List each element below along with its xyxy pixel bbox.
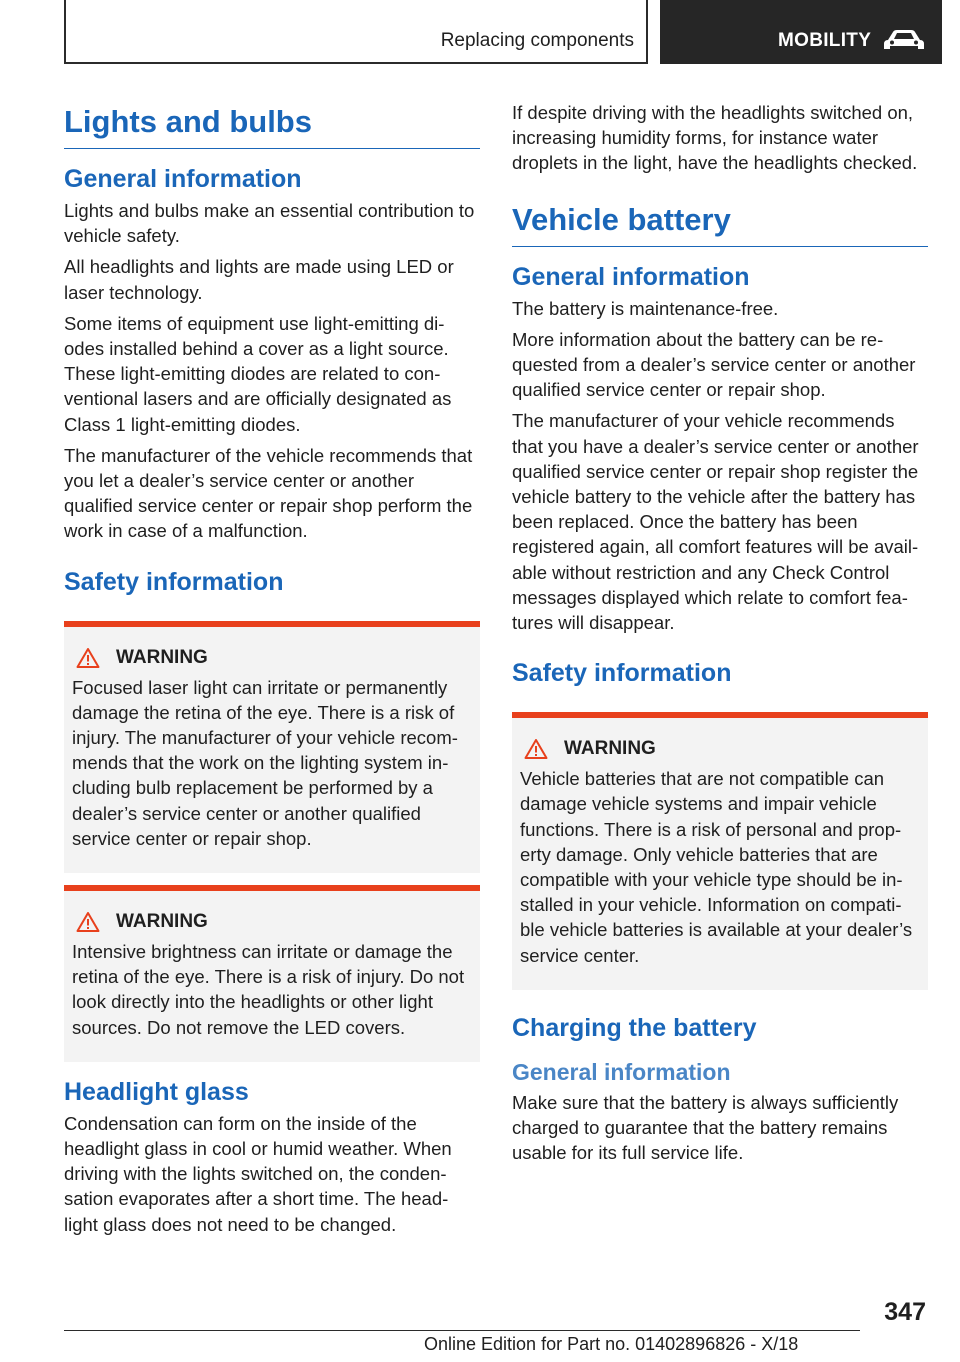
warning-text: Focused laser light can irritate or permanently damage the retina of the eye. There is a risk of injury. The manufacturer of your vehicle recom-mends that the work on the lighting system in-cluding bulb replacement be performed by a dealer’s service center or another qualified service center or repair shop. bbox=[72, 676, 458, 849]
warning-triangle-icon bbox=[524, 738, 548, 760]
warning-header bbox=[72, 647, 472, 669]
heading-general-information: General information bbox=[64, 165, 302, 193]
heading-general-information: General information bbox=[512, 262, 750, 291]
paragraph: The manufacturer of the vehicle recommends that you let a dealer’s service center or another qualified service center or repair shop perform the work in case of a malfunction. bbox=[64, 444, 473, 542]
paragraph: Make sure that the battery is always sufficiently charged to guarantee that the battery remains usable for its full service life. bbox=[512, 1091, 899, 1164]
paragraph: The battery is maintenance-free. bbox=[512, 297, 779, 319]
car-icon bbox=[882, 28, 926, 52]
warning-header bbox=[72, 911, 472, 933]
subheading-general-information: General information bbox=[512, 1058, 731, 1085]
right-column bbox=[512, 100, 928, 1171]
warning-header bbox=[520, 738, 920, 760]
warning-box bbox=[512, 712, 928, 990]
heading-headlight-glass: Headlight glass bbox=[64, 1077, 249, 1106]
header-section-label: MOBILITY bbox=[778, 30, 872, 51]
warning-label: WARNING bbox=[564, 738, 656, 760]
heading-charging-the-battery: Charging the battery bbox=[512, 1013, 757, 1042]
warning-label: WARNING bbox=[116, 646, 208, 668]
header-title-box bbox=[64, 0, 648, 64]
page-number: 347 bbox=[884, 1298, 926, 1326]
paragraph: The manufacturer of your vehicle recommends that you have a dealer’s service center or another qualified service center or repair shop register the vehicle battery to the vehicle after the battery has been replaced. Once the battery has been registered again, all comfort features will be avail-able without restriction and any Check Control messages displayed which relate to comfort fea-tures will disappear. bbox=[512, 410, 919, 634]
heading-safety-information: Safety information bbox=[64, 567, 284, 596]
left-column bbox=[64, 100, 480, 1243]
header-title: Replacing components bbox=[440, 30, 634, 51]
warning-box bbox=[64, 885, 480, 1062]
header-section-tab bbox=[660, 0, 942, 64]
paragraph: More information about the battery can be re-quested from a dealer’s service center or another qualified service center or repair shop. bbox=[512, 328, 916, 401]
heading-safety-information: Safety information bbox=[512, 659, 732, 688]
warning-text: Vehicle batteries that are not compatible can damage vehicle systems and impair vehicle functions. There is a risk of personal and prop-erty damage. Only vehicle batteries that are compatible with your vehicle type should be in-stalled in your vehicle. Information on compati-ble vehicle batteries is available at your dealer’s service center. bbox=[520, 768, 913, 966]
paragraph: Some items of equipment use light-emitting di-odes installed behind a cover as a light source. These light-emitting diodes are related to con-ventional lasers and are officially designated as Class 1 light-emitting diodes. bbox=[64, 312, 452, 435]
paragraph: If despite driving with the headlights switched on, increasing humidity forms, for instance water droplets in the light, have the headlights checked. bbox=[512, 102, 918, 174]
heading-lights-and-bulbs: Lights and bulbs bbox=[64, 100, 480, 149]
warning-triangle-icon bbox=[76, 647, 100, 669]
footer-edition: Online Edition for Part no. 01402896826 - X/18 bbox=[424, 1334, 799, 1354]
warning-triangle-icon bbox=[76, 911, 100, 933]
paragraph: All headlights and lights are made using LED or laser technology. bbox=[64, 256, 454, 303]
paragraph: Condensation can form on the inside of the headlight glass in cool or humid weather. When driving with the lights switched on, the conden-sation evaporates after a short time. The head-light glass does not need to be changed. bbox=[64, 1112, 452, 1235]
paragraph: Lights and bulbs make an essential contribution to vehicle safety. bbox=[64, 200, 475, 247]
warning-text: Intensive brightness can irritate or damage the retina of the eye. There is a risk of injury. Do not look directly into the headlights or other light sources. Do not remove the LED covers. bbox=[72, 941, 465, 1038]
warning-label: WARNING bbox=[116, 911, 208, 933]
footer-divider bbox=[64, 1330, 860, 1331]
heading-vehicle-battery: Vehicle battery bbox=[512, 198, 928, 247]
warning-box bbox=[64, 621, 480, 873]
